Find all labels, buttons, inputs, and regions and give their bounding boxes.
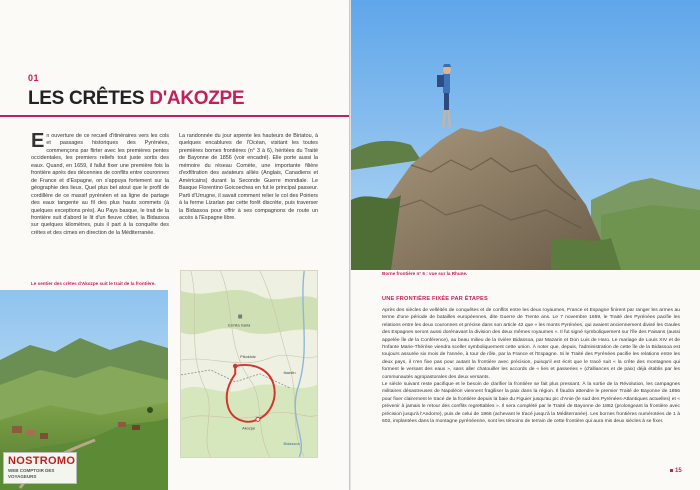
chapter-title-part1: LES CRÊTES (28, 88, 150, 109)
drop-cap: E (31, 130, 45, 152)
map-label-pikoklotz: Pikoklotz (240, 354, 256, 360)
page-marker-icon (670, 469, 673, 472)
map-label-akozpe: Akozpe (242, 425, 256, 431)
itinerary-map (180, 270, 318, 458)
map-label-bidassoa: Bidassoa (283, 441, 300, 447)
page-number (670, 468, 682, 474)
right-page (351, 0, 700, 490)
section-text (382, 307, 680, 426)
section-paragraph-1: Après des siècles de velléités de conquêtes et de conflits entre les deux royaumes, France et Espagne finirent par ranger les armes au terme d'une période de batailles européennes, dite Guerre de Trente ans. Le 7 novembre 1659, le Traité des Pyrénées paciﬁe les relations entre les deux couronnes et précise dans son article 42 que « les monts Pyrénées, qui avaient anciennement divisé les Gaules des Espagnes seront aussi dorénavant la division des deux mêmes royaumes ». Il fut signé symboliquement sur l'île des Faisans (aussi appelée île de la Conférence), au beau milieu de la rivière Bidassoa, par Mazarin et Don Luis de Haro. Le mariage de Louis XIV et de l'Infante Marie-Thérèse viendra sceller symboliquement cette union. À noter que, depuis, l'administration de cette île de la Bidassoa est toujours assurée six mois de l'année, à tour de rôle, par la France et l'Espagne. Si le Traité des Pyrénées paciﬁe les relations entre les deux pays, il n'en ﬁxe pas pour autant la frontière avec précision, puisqu'il est écrit que le tracé suit « la crête des montagnes qui forment le versant des eaux », sans aller chatouiller les accords de « lies et passeries » (d'alliances et de paix) déjà établis par les communautés agropastorales des deux versants. (382, 308, 680, 380)
nostromo-watermark (3, 452, 77, 484)
text-column-1 (31, 130, 169, 237)
right-photo-caption: Borne frontière n° 6 : vue sur la Rhune. (382, 271, 468, 276)
hiker-on-rock-photo (351, 0, 700, 270)
chapter-title-part2: D'AKOZPE (149, 88, 245, 109)
watermark-name: NOSTROMO (8, 455, 76, 467)
map-label-ermita: Ermita Garia (228, 322, 251, 328)
page-number-text: 15 (675, 468, 682, 474)
section-paragraph-2: Le siècle suivant reste paciﬁque et le besoin de clariﬁer la frontière se fait plus pressant. À la sortie de la Révolution, les campagnes militaires désastreuses de Napoléon viennent fragiliser la paix dans la région. Il faudra attendre le premier Traité de Bayonne de 1856 pour ﬁxer clairement le tracé de la frontière depuis la baie du Figuier jusqu'au pic d'Anie (le sud des Pyrénées-Atlantiques actuelles) et « prévenir à jamais le retour des conﬂits regrettables ». Il sera complété par le Traité de Bayonne de 1862 (prolongeant la frontière avec précision jusqu'à l'Andorre), puis de celui de 1866 (achevant le tracé jusqu'à la Méditerranée). Les bornes frontières numérotées de 1 à 602, implantées dans la montagne pyrénéenne, sont les témoins de terrain de cette frontière qui aura mis deux siècles à se ﬁxer. (382, 382, 680, 425)
left-photo-caption: Le sentier des crêtes d'Akozpe suit le trait de la frontière. (31, 281, 156, 286)
chapter-number: 01 (28, 73, 40, 83)
section-heading: UNE FRONTIÈRE FIXÉE PAR ÉTAPES (382, 296, 488, 302)
watermark-subtitle: WEB COMPTOIR DES VOYAGEURS (8, 468, 55, 479)
left-page (0, 0, 349, 490)
map-label-ibardin: Ibardin (283, 369, 296, 375)
column-1-text: n ouverture de ce recueil d'itinéraires vers les cols et passages historiques des Pyrénées, commençons par flirter avec les premières pentes occidentales, les premiers reliefs tout juste sortis des eaux. Quand, en 1659, il fallut fixer une première fois la frontière après des décennies de conflits entre couronnes de France et d'Espagne, on s'appuya fortement sur la géographie des lieux. Quel plus bel atout que le profil de cordillère de ce massif pyrénéen et sa ligne de partage des eaux tangente au fil des plus hauts sommets (à quelques exceptions près). Au Pays basque, le trait de la frontière suit d'abord le lit d'un fleuve côtier, la Bidassoa sur quelques kilomètres, puis il part à la conquête des crêtes et des cimes en direction de la Méditerranée. (31, 133, 169, 236)
text-column-2: La randonnée du jour arpente les hauteurs de Biriatou, à quelques encablures de l'Océan, visitant les toutes premières bornes frontières (n° 3 à 6), héritées du Traité de Bayonne de 1856 (voir encadré). Elle porte aussi la mémoire du réseau Comète, une importante filière d'exfiltration des aviateurs alliés (Anglais, Canadiens et Américains) durant la Seconde Guerre mondiale. Le Basque Florentino Goicoechea en fut le principal passeur. Parti d'Urrugne, il savait comment relier le col des Poiriers à la ferme Lizarlan par cette forêt discrète, puis traverser la Bidassoa pour offrir à ses compagnons de route un accès à l'Espagne libre. (179, 133, 318, 221)
title-rule (0, 115, 349, 117)
chapter-title (28, 88, 244, 110)
